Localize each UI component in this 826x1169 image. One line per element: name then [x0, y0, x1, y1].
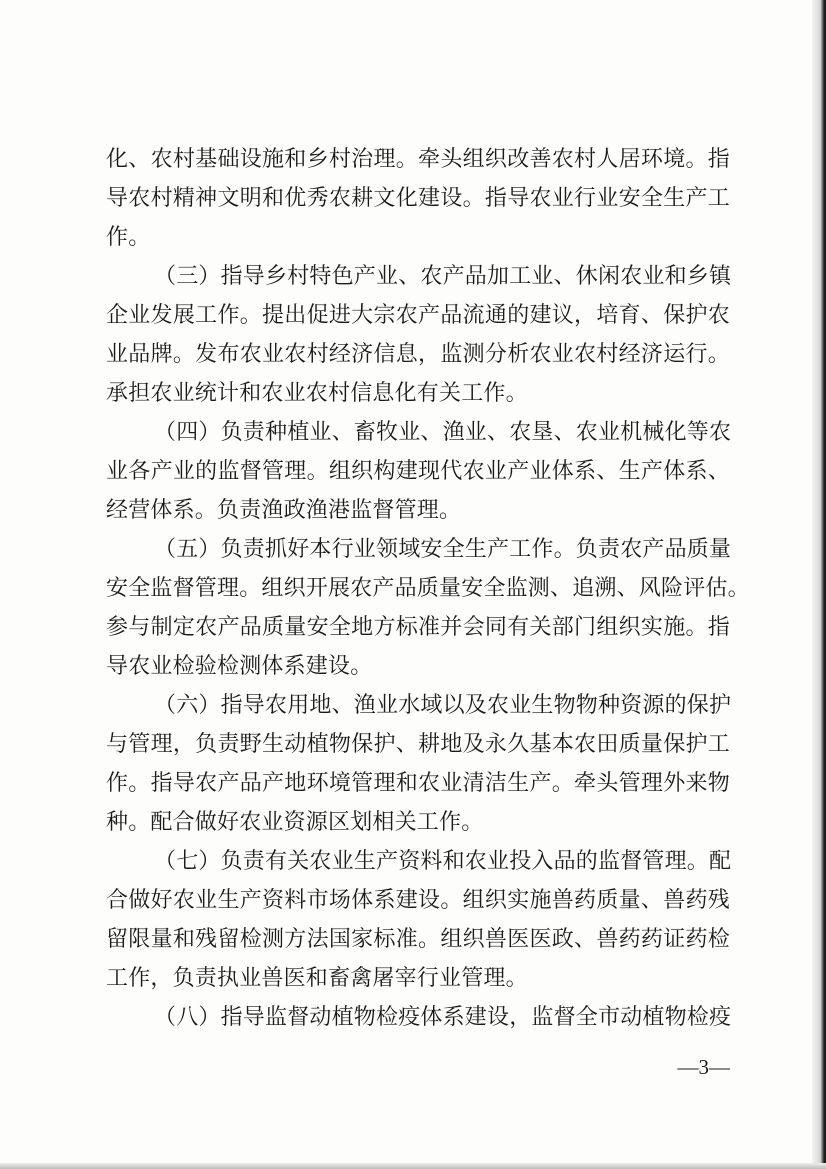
text-line: （三）指导乡村特色产业、农产品加工业、休闲农业和乡镇 [154, 264, 732, 289]
text-line: 参与制定农产品质量安全地方标准并会同有关部门组织实施。指 [106, 615, 730, 640]
scan-edge-bottom [0, 1163, 826, 1169]
text-line: （四）负责种植业、畜牧业、渔业、农垦、农业机械化等农 [154, 420, 732, 445]
text-line: 企业发展工作。提出促进大宗农产品流通的建议，培育、保护农 [106, 303, 730, 328]
text-line: 作。 [106, 225, 151, 250]
text-line: 留限量和残留检测方法国家标准。组织兽医医政、兽药药证药检 [106, 927, 730, 952]
text-line: 作。指导农产品产地环境管理和农业清洁生产。牵头管理外来物 [106, 771, 730, 796]
text-line: 承担农业统计和农业农村信息化有关工作。 [106, 381, 528, 406]
text-line: （七）负责有关农业生产资料和农业投入品的监督管理。配 [154, 849, 732, 874]
text-line: 导农村精神文明和优秀农耕文化建设。指导农业行业安全生产工 [106, 186, 730, 211]
text-line: 种。配合做好农业资源区划相关工作。 [106, 810, 484, 835]
text-line: 业各产业的监督管理。组织构建现代农业产业体系、生产体系、 [106, 459, 730, 484]
text-line: （五）负责抓好本行业领域安全生产工作。负责农产品质量 [154, 537, 732, 562]
page-number: —3— [677, 1055, 730, 1079]
text-line: （八）指导监督动植物检疫体系建设，监督全市动植物检疫 [154, 1005, 732, 1030]
text-line: 化、农村基础设施和乡村治理。牵头组织改善农村人居环境。指 [106, 147, 730, 172]
text-line: 业品牌。发布农业农村经济信息，监测分析农业农村经济运行。 [106, 342, 730, 367]
text-line: 经营体系。负责渔政渔港监督管理。 [106, 498, 462, 523]
text-line: 安全监督管理。组织开展农产品质量安全监测、追溯、风险评估。 [106, 576, 750, 601]
text-line: 与管理，负责野生动植物保护、耕地及永久基本农田质量保护工 [106, 732, 730, 757]
text-line: （六）指导农用地、渔业水域以及农业生物物种资源的保护 [154, 693, 732, 718]
document-body [106, 140, 750, 1037]
scan-edge-right [812, 0, 826, 1169]
text-line: 工作，负责执业兽医和畜禽屠宰行业管理。 [106, 966, 528, 991]
text-line: 导农业检验检测体系建设。 [106, 654, 373, 679]
text-line: 合做好农业生产资料市场体系建设。组织实施兽药质量、兽药残 [106, 888, 730, 913]
